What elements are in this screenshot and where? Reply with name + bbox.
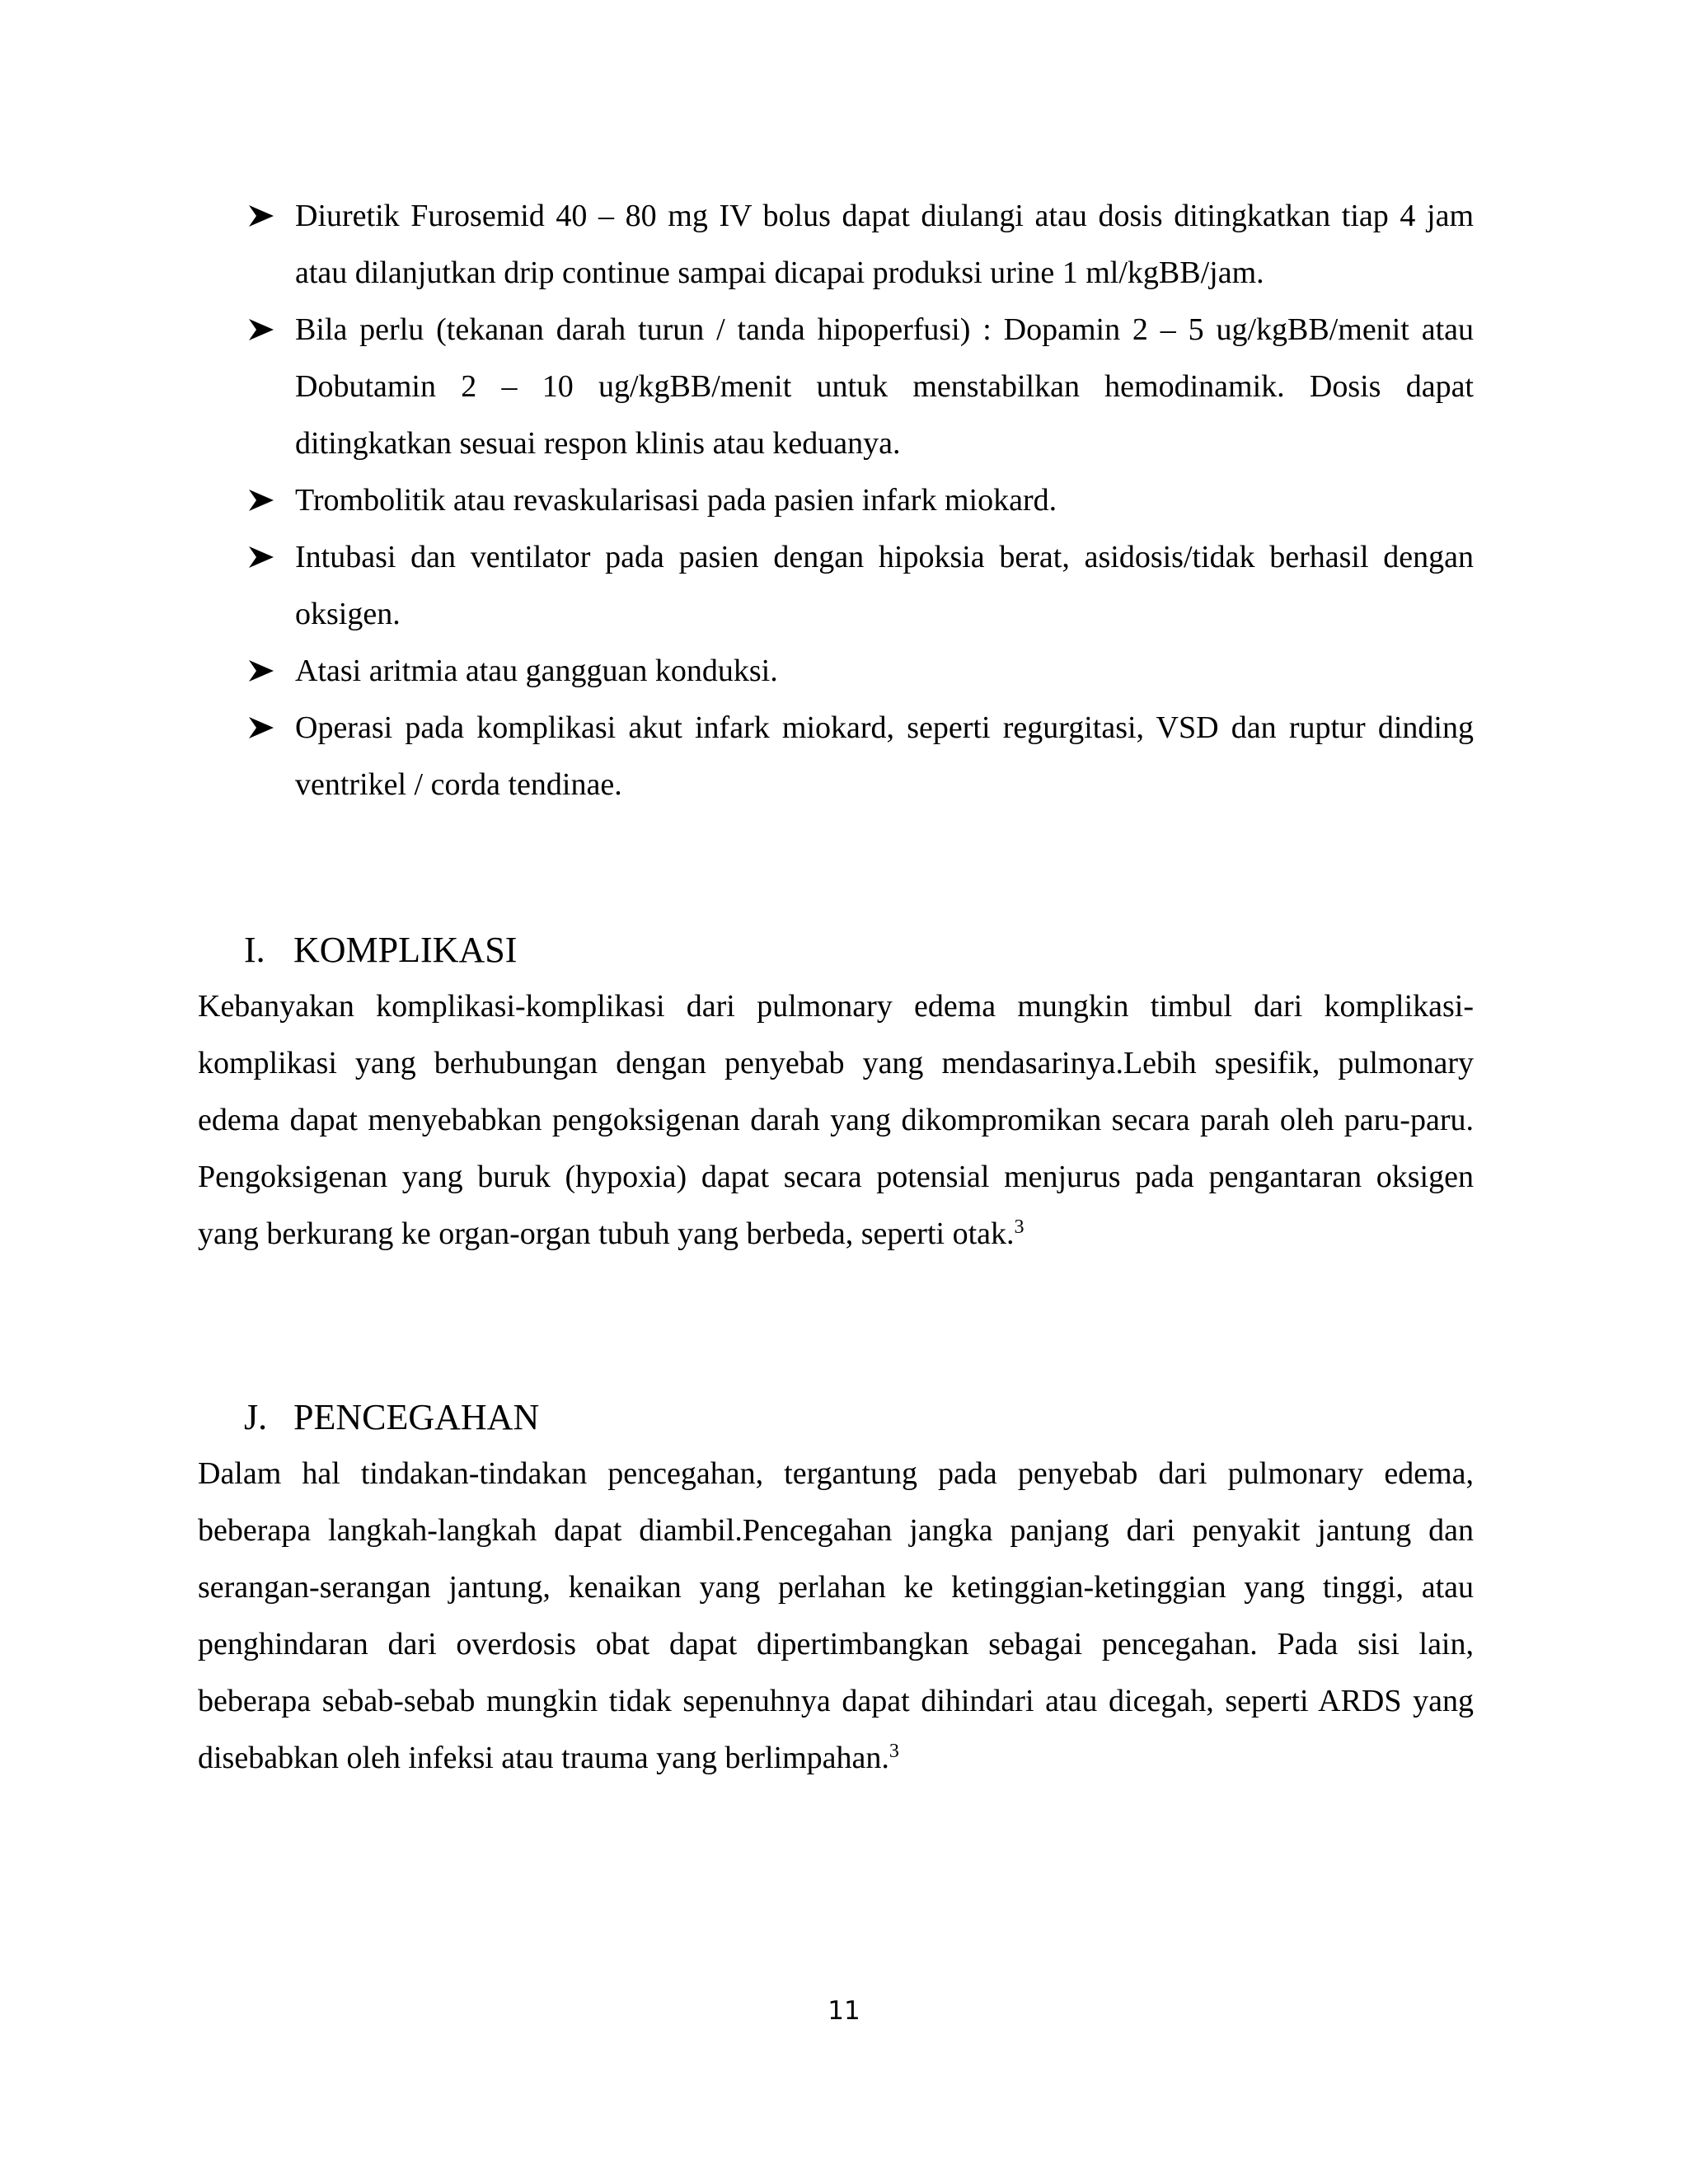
bullet-text: Bila perlu (tekanan darah turun / tanda hipoperfusi) : Dopamin 2 – 5 ug/kgBB/menit atau Dobutamin 2 – 10 ug/kgBB/menit untuk menstabilkan hemodinamik. Dosis dapat ditingkatkan sesuai respon klinis atau keduanya. [295,312,1474,461]
section-title: KOMPLIKASI [293,930,518,970]
list-item [198,188,1474,302]
reference-superscript: 3 [1014,1216,1025,1238]
arrow-bullet-icon [247,204,275,228]
treatment-bullet-list [198,188,1474,813]
arrow-bullet-icon [247,658,275,683]
section-letter: I. [244,930,265,970]
section-paragraph-pencegahan [198,1446,1474,1787]
paragraph-text: Dalam hal tindakan-tindakan pencegahan, tergantung pada penyebab dari pulmonary edema, beberapa langkah-langkah dapat diambil.Pencegahan jangka panjang dari penyakit jantung dan serangan-serangan jantung, kenaikan yang perlahan ke ketinggian-ketinggian yang tinggi, atau penghindaran dari overdosis obat dapat dipertimbangkan sebagai pencegahan. Pada sisi lain, beberapa sebab-sebab mungkin tidak sepenuhnya dapat dihindari atau dicegah, seperti ARDS yang disebabkan oleh infeksi atau trauma yang berlimpahan. [198,1456,1474,1775]
page-number: 11 [828,1996,860,2026]
bullet-text: Trombolitik atau revaskularisasi pada pasien infark miokard. [295,483,1057,518]
reference-superscript: 3 [889,1741,899,1762]
arrow-bullet-icon [247,545,275,569]
list-item [198,700,1474,813]
bullet-text: Atasi aritmia atau gangguan konduksi. [295,654,778,688]
list-item [198,472,1474,529]
section-heading-komplikasi [198,921,1474,978]
bullet-text: Intubasi dan ventilator pada pasien dengan hipoksia berat, asidosis/tidak berhasil dengan oksigen. [295,540,1474,631]
list-item [198,302,1474,472]
section-title: PENCEGAHAN [293,1397,540,1437]
list-item [198,643,1474,700]
bullet-text: Diuretik Furosemid 40 – 80 mg IV bolus dapat diulangi atau dosis ditingkatkan tiap 4 jam atau dilanjutkan drip continue sampai dicapai produksi urine 1 ml/kgBB/jam. [295,199,1474,290]
bullet-text: Operasi pada komplikasi akut infark miokard, seperti regurgitasi, VSD dan ruptur dinding ventrikel / corda tendinae. [295,710,1474,802]
section-letter: J. [244,1397,268,1437]
arrow-bullet-icon [247,715,275,740]
page-content [198,188,1474,1787]
section-paragraph-komplikasi [198,978,1474,1263]
arrow-bullet-icon [247,488,275,513]
list-item [198,529,1474,643]
section-heading-pencegahan [198,1389,1474,1446]
paragraph-text: Kebanyakan komplikasi-komplikasi dari pulmonary edema mungkin timbul dari komplikasi-komplikasi yang berhubungan dengan penyebab yang mendasarinya.Lebih spesifik, pulmonary edema dapat menyebabkan pengoksigenan darah yang dikompromikan secara parah oleh paru-paru. Pengoksigenan yang buruk (hypoxia) dapat secara potensial menjurus pada pengantaran oksigen yang berkurang ke organ-organ tubuh yang berbeda, seperti otak. [198,989,1474,1251]
arrow-bullet-icon [247,317,275,342]
